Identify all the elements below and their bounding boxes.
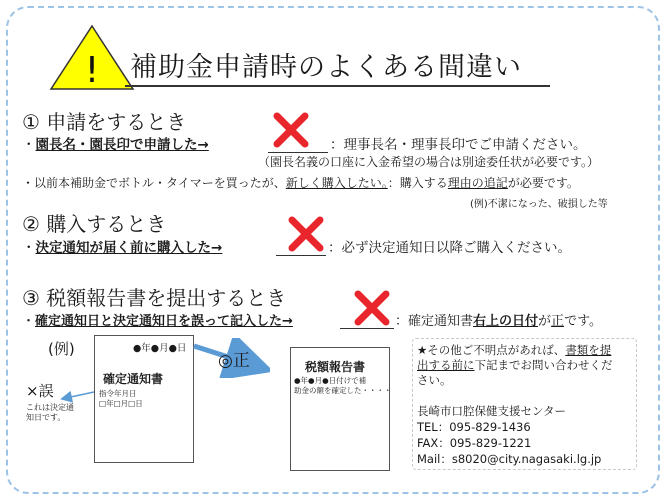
s2-wrong-text: 決定通知が届く前に購入した→ [35, 240, 223, 256]
s1-note: （園長名義の口座に入金希望の場合は別途委任状が必要です。） [258, 155, 600, 169]
section-2-heading: ② 購入するとき [22, 212, 167, 236]
cross-icon [271, 110, 311, 150]
cross-icon [286, 214, 326, 254]
contact-message: ★その他ご不明点があれば、書類を提 出する前に下記までお問い合わせくだ さい。 [417, 343, 613, 387]
bullet: ・ [22, 137, 36, 153]
s3-correct-text: ：確定通知書右上の日付が正です。 [395, 314, 603, 329]
blank-line [276, 255, 326, 256]
doc1-line-2: □年□月□日 [99, 399, 143, 408]
doc-date-mark: ●年●月●日 [133, 343, 187, 354]
kakutei-document [94, 335, 194, 463]
section-3-heading: ③ 税額報告書を提出するとき [22, 286, 287, 310]
warning-icon [48, 22, 136, 92]
wrong-note-1: これは決定通 [26, 403, 74, 412]
doc2-line-2: 助金の額を確定した・・・・ [294, 386, 392, 395]
section-3-line-1: ・確定通知日と決定通知日を誤って記入した→ [22, 314, 293, 329]
s1-wrong-text: 園長名・園長印で申請した→ [35, 137, 209, 153]
zeigaku-document [290, 347, 390, 471]
example-label: (例) [48, 340, 75, 358]
title-underline [125, 85, 550, 87]
s3-wrong-text: 確定通知日と決定通知日を誤って記入した→ [35, 314, 293, 329]
doc2-title: 税額報告書 [305, 360, 366, 374]
section-1-line-1 [22, 133, 209, 153]
doc2-line-1: ●年●月●日付けで補 [294, 376, 367, 385]
contact-box [412, 338, 637, 470]
section-1-heading: ① 申請をするとき [22, 110, 187, 134]
warning-symbol: ! [84, 50, 100, 91]
contact-org: 長崎市口腔保健支援センター [417, 404, 567, 418]
section-1-line-2: ・以前本補助金でボトル・タイマーを買ったが、新しく購入したい。：購入する理由の追記が必要です。 [22, 176, 579, 190]
page-title: 補助金申請時のよくある間違い [130, 52, 522, 83]
s2-correct-text: ：必ず決定通知日以降ご購入ください。 [328, 240, 571, 256]
wrong-note-2: 知日です。 [26, 413, 66, 422]
contact-mail: Mail：s8020@city.nagasaki.lg.jp [417, 452, 602, 466]
doc1-line-1: 指令年月日 [99, 389, 137, 398]
section-2-line-1: ・決定通知が届く前に購入した→ [22, 240, 223, 256]
blank-line [340, 328, 394, 329]
doc1-title: 確定通知書 [103, 372, 164, 386]
s1-correct-text: ：理事長名・理事長印でご申請ください。 [330, 137, 587, 153]
contact-tel: TEL：095-829-1436 [417, 420, 531, 434]
cross-icon [352, 288, 392, 328]
correct-label: ◎正 [218, 351, 250, 371]
contact-fax: FAX：095-829-1221 [417, 436, 532, 450]
s1-example-note: (例)不潔になった、破損した等 [470, 199, 608, 210]
wrong-label: ×誤 [26, 382, 54, 400]
